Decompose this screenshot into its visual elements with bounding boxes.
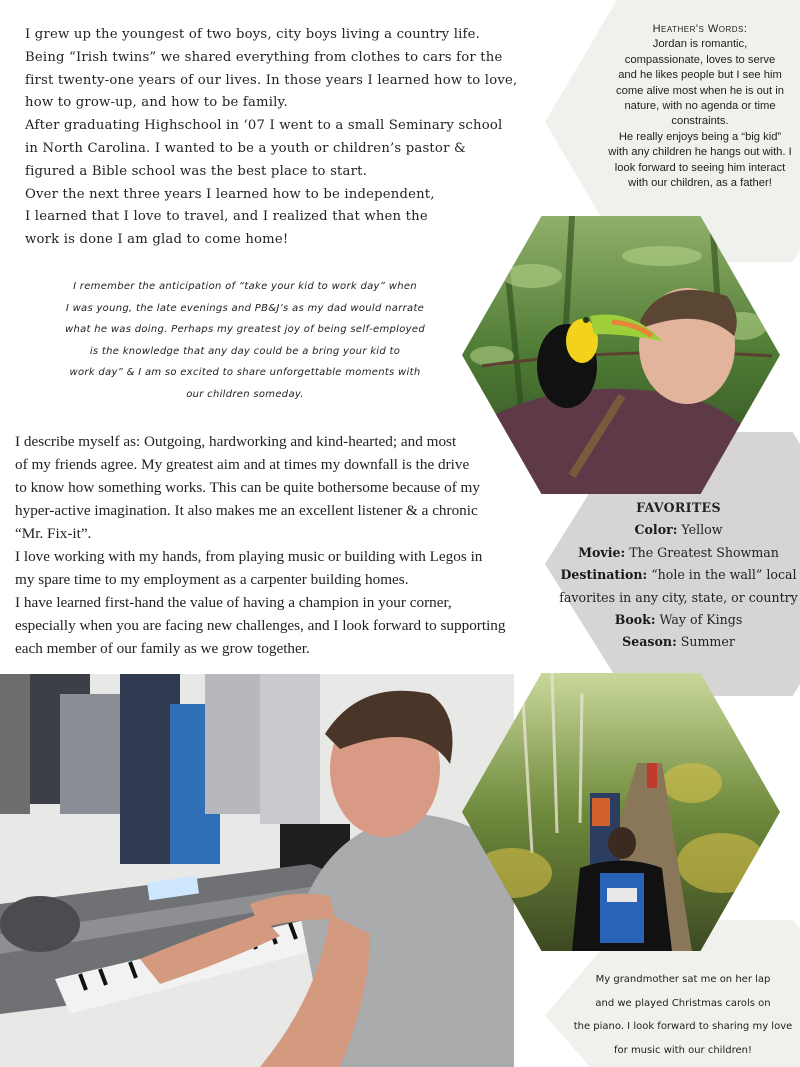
- describe-line: especially when you are facing new challenges, and I look forward to supporting: [15, 617, 506, 634]
- favorite-label: Book:: [614, 612, 656, 628]
- describe-line: “Mr. Fix-it”.: [15, 525, 92, 542]
- heather-line: Jordan is romantic,: [652, 38, 748, 51]
- intro-line: After graduating Highschool in ‘07 I went to a small Seminary school: [25, 118, 503, 134]
- heathers-words-title: Heather's Words:: [652, 23, 748, 35]
- quote-line: I remember the anticipation of “take your kid to work day” when: [73, 281, 417, 292]
- intro-line: in North Carolina. I wanted to be a youth or children’s pastor &: [25, 140, 466, 156]
- man-playing-keyboard-photo: [0, 674, 514, 1067]
- favorite-value: “hole in the wall” local favorites in any city, state, or country: [559, 567, 798, 605]
- intro-line: Being “Irish twins” we shared everything from clothes to cars for the: [25, 49, 503, 65]
- favorite-label: Movie:: [578, 544, 626, 560]
- quote-line: our children someday.: [186, 388, 304, 400]
- favorite-value: The Greatest Showman: [625, 544, 779, 560]
- work-day-quote: [30, 276, 460, 406]
- favorite-value: Way of Kings: [655, 612, 743, 628]
- favorite-label: Destination:: [560, 567, 648, 583]
- quote-line: I was young, the late evenings and PB&J’s as my dad would narrate: [65, 302, 425, 314]
- favorite-movie: [556, 542, 800, 564]
- heather-line: and he likes people but I see him: [618, 69, 782, 82]
- favorite-label: Color:: [634, 522, 678, 538]
- heather-line: nature, with no agenda or time: [624, 100, 776, 113]
- intro-line: how to grow-up, and how to be family.: [25, 95, 288, 111]
- self-description-paragraph: [15, 430, 555, 660]
- intro-line: work is done I am glad to come home!: [25, 232, 289, 248]
- describe-line: I describe myself as: Outgoing, hardworking and kind-hearted; and most: [15, 433, 457, 450]
- heather-line: come alive most when he is out in: [616, 84, 784, 97]
- heather-line: with our children, as a father!: [628, 177, 772, 190]
- describe-line: my spare time to my employment as a carpenter building homes.: [15, 571, 409, 588]
- heather-line: look forward to seeing him interact: [614, 161, 786, 174]
- favorite-color: [556, 519, 800, 541]
- describe-line: I have learned first-hand the value of having a champion in your corner,: [15, 594, 452, 611]
- intro-line: I grew up the youngest of two boys, city boys living a country life.: [25, 27, 481, 42]
- favorites-title: FAVORITES: [636, 500, 721, 515]
- grandma-line: for music with our children!: [614, 1044, 752, 1056]
- intro-line: figured a Bible school was the best place to start.: [25, 163, 367, 179]
- quote-line: work day” & I am so excited to share unforgettable moments with: [69, 367, 421, 379]
- heather-line: compassionate, loves to serve: [624, 53, 776, 66]
- grandmother-piano-note: [572, 968, 794, 1062]
- favorites-list: [556, 497, 800, 654]
- intro-line: Over the next three years I learned how to be independent,: [25, 186, 435, 202]
- describe-line: hyper-active imagination. It also makes me an excellent listener & a chronic: [15, 502, 478, 519]
- favorite-value: Summer: [676, 634, 735, 650]
- grandma-line: the piano. I look forward to sharing my love: [573, 1021, 793, 1032]
- favorite-season: [556, 631, 800, 653]
- describe-line: I love working with my hands, from playing music or building with Legos in: [15, 548, 483, 565]
- describe-line: of my friends agree. My greatest aim and at times my downfall is the drive: [15, 456, 470, 473]
- grandma-line: My grandmother sat me on her lap: [595, 974, 771, 985]
- intro-paragraph: [25, 24, 555, 252]
- intro-line: first twenty-one years of our lives. In those years I learned how to love,: [25, 72, 518, 88]
- describe-line: each member of our family as we grow together.: [15, 640, 310, 657]
- favorite-label: Season:: [622, 634, 677, 650]
- heather-line: with any children he hangs out with. I: [608, 146, 792, 159]
- piano-photo-illustration: [0, 674, 514, 1067]
- favorite-value: Yellow: [677, 522, 723, 538]
- describe-line: to know how something works. This can be quite bothersome because of my: [15, 479, 480, 496]
- quote-line: is the knowledge that any day could be a bring your kid to: [89, 345, 401, 357]
- heather-line: He really enjoys being a “big kid”: [618, 130, 782, 143]
- heathers-words-text: [590, 22, 800, 191]
- favorite-book: [556, 609, 800, 631]
- heather-line: constraints.: [671, 115, 729, 128]
- grandma-line: and we played Christmas carols on: [595, 997, 771, 1009]
- intro-line: I learned that I love to travel, and I realized that when the: [25, 209, 428, 225]
- favorite-destination: [556, 564, 800, 609]
- quote-line: what he was doing. Perhaps my greatest joy of being self-employed: [65, 324, 425, 336]
